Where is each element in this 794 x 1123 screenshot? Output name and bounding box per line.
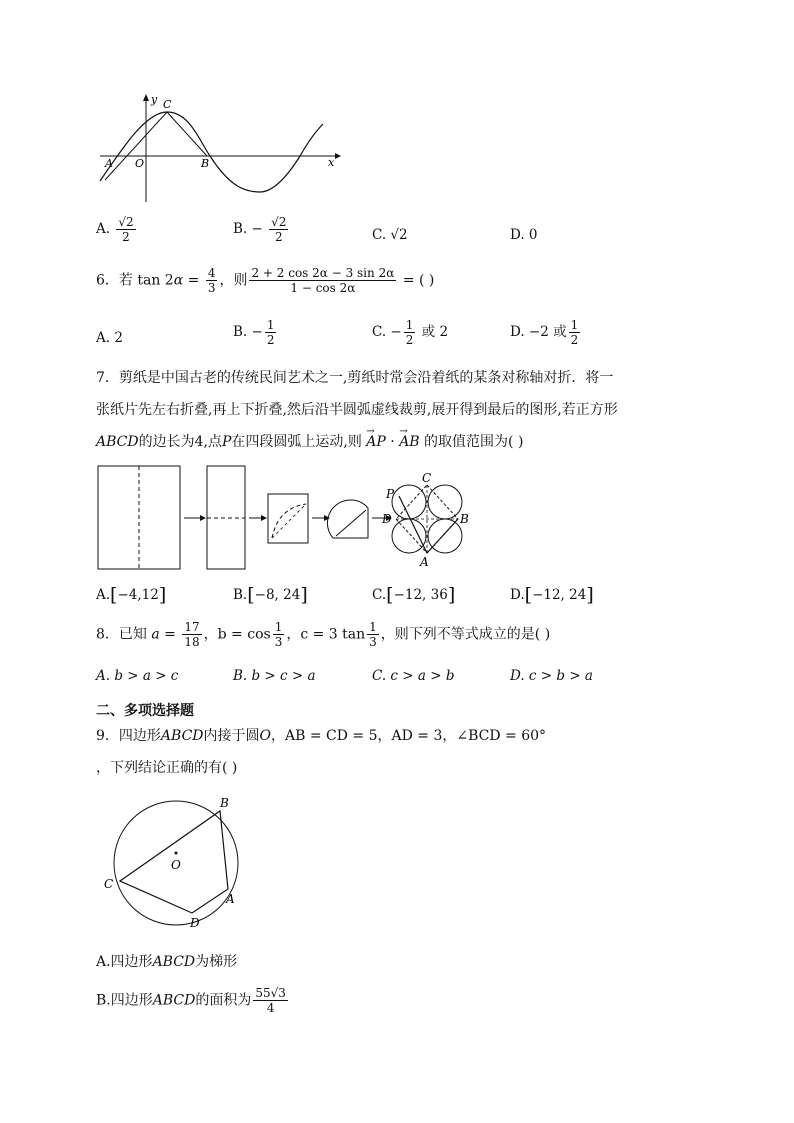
q9-o: O [259, 728, 272, 744]
q6-cond-den: 3 [207, 281, 216, 295]
q9-a-suffix: 为梯形 [195, 954, 238, 970]
q6-then: ，则 [219, 272, 248, 289]
q5-option-b[interactable] [233, 215, 290, 244]
q8-b-frac [273, 620, 285, 649]
fold-step2 [207, 466, 245, 569]
q6-b-frac [265, 318, 277, 347]
q7-option-a[interactable] [96, 584, 166, 606]
q8-option-a[interactable]: A. b > a > c [96, 668, 179, 684]
fold-step3 [268, 494, 308, 543]
q8-option-c[interactable]: C. c > a > b [372, 668, 455, 684]
paper-fold-figure [96, 460, 486, 580]
q9-b-middle: 的面积为 [195, 992, 252, 1009]
q7-abcd: ABCD [96, 434, 139, 450]
q7-a-rbracket: ] [158, 584, 167, 606]
q6-d-num: 1 [570, 318, 579, 332]
q6-c-prefix: C. − [372, 324, 402, 340]
q6-cond-frac [206, 266, 218, 295]
q7-a-lbracket: [ [110, 584, 118, 606]
q6-b-num: 1 [266, 318, 275, 332]
q5-b-num: √2 [271, 215, 287, 229]
q7-c-val: −12, 36 [393, 587, 448, 603]
label-a: A [105, 157, 113, 170]
q9-b-num: 55√3 [255, 986, 286, 1000]
q5-option-c[interactable]: C. √2 [372, 227, 408, 243]
q6-alpha: α [173, 272, 184, 289]
q6-expr-frac [249, 266, 396, 295]
q8-option-d[interactable]: D. c > b > a [510, 668, 593, 684]
q9-a-prefix: A.四边形 [96, 954, 153, 970]
center-dot [175, 852, 178, 855]
q7-b-rbracket: ] [300, 584, 308, 606]
q7-line2: 张纸片先左右折叠,再上下折叠,然后沿半圆弧虚线裁剪,展开得到最后的图形,若正方形 [96, 402, 618, 418]
q9-prefix: 9．四边形 [96, 728, 161, 744]
fig7-label-a: A [420, 555, 429, 569]
fig7-label-c: C [422, 471, 432, 485]
q7-b-val: −8, 24 [254, 587, 301, 603]
q5-option-a[interactable] [96, 215, 138, 244]
q7-vec-ab: → AB [399, 432, 419, 452]
q7-side: 的边长为4,点 [138, 434, 222, 450]
q9-line2: ，下列结论正确的有( ) [96, 760, 238, 776]
q7-line3 [96, 432, 523, 452]
q7-b-lbracket: [ [247, 584, 255, 606]
fold-step4 [327, 500, 368, 538]
label-b: B [201, 157, 210, 170]
q8-stem: 8．已知 a = $\frac{17}{18}$ ，b = cos $\frac{1}{3}$ ，c = 3 tan $\frac{1}{3}$ ，则下列不等式成立的是( ) [96, 620, 551, 649]
inscribed-quad-figure [100, 793, 260, 938]
q7-vec-ap: → AP [366, 432, 386, 452]
q6-option-b[interactable] [233, 318, 278, 347]
q6-stem [96, 266, 434, 295]
q5-a-frac [116, 215, 135, 244]
q7-d-val: −12, 24 [532, 587, 587, 603]
label-y: y [151, 93, 158, 106]
q6-option-d[interactable] [510, 318, 582, 347]
q7-a-prefix: A. [96, 587, 111, 603]
q6-d-den: 2 [570, 333, 579, 347]
q7-d-lbracket: [ [524, 584, 533, 606]
q6-expr-num: 2 + 2 cos 2α − 3 sin 2α [251, 266, 395, 280]
fig9-label-o: O [171, 858, 181, 872]
q9-b-abcd: ABCD [152, 992, 196, 1009]
q6-tail: = ( ) [398, 272, 435, 289]
q7-d-prefix: D. [510, 587, 525, 603]
q9-a-abcd: ABCD [152, 954, 196, 970]
q5-b-frac [269, 215, 288, 244]
q7-option-c[interactable] [372, 584, 455, 606]
q7-a-val: −4,12 [117, 587, 159, 603]
q9-inscribed: 内接于圆 [203, 728, 260, 744]
q6-eq: = [183, 272, 204, 289]
fig9-label-a: A [226, 892, 235, 906]
q8-b-num: 1 [274, 620, 283, 634]
q8-c-text: ，c = 3 tan [286, 626, 366, 643]
label-o: O [135, 157, 145, 170]
q7-c-rbracket: ] [447, 584, 456, 606]
q5-a-num: √2 [118, 215, 134, 229]
fig7-label-d: D [382, 512, 392, 526]
q5-a-prefix: A. [96, 221, 111, 237]
label-c: C [163, 98, 172, 111]
q7-dot: · [385, 434, 400, 450]
q8-tail: ，则下列不等式成立的是( ) [380, 626, 551, 643]
q8-c-num: 1 [369, 620, 377, 634]
q6-c-frac [404, 318, 416, 347]
q6-option-c[interactable] [372, 318, 448, 347]
fig9-label-c: C [104, 877, 114, 891]
fig7-label-p: P [386, 487, 395, 501]
q9-b-prefix: B.四边形 [96, 992, 153, 1009]
q8-a-den: 18 [184, 635, 200, 649]
q9-b-frac [253, 986, 288, 1015]
q6-c-den: 2 [405, 333, 414, 347]
q6-option-a[interactable]: A. 2 [96, 330, 123, 346]
fig7-label-b: B [460, 512, 469, 526]
fig9-label-b: B [220, 796, 229, 810]
q5-option-d[interactable]: D. 0 [510, 227, 538, 243]
q6-b-den: 2 [266, 333, 275, 347]
q5-a-den: 2 [122, 230, 130, 244]
line-cb [167, 112, 207, 156]
q6-b-prefix: B. − [233, 324, 263, 340]
q9-option-b[interactable] [96, 986, 290, 1015]
q9-conditions: ，AB = CD = 5，AD = 3，∠BCD = 60° [271, 728, 547, 744]
q8-prefix: 8．已知 [96, 626, 152, 643]
section-title-multiple-choice: 二、多项选择题 [96, 703, 194, 719]
q7-option-b[interactable] [233, 584, 308, 606]
sine-curve [100, 112, 323, 192]
q8-b-den: 3 [274, 635, 283, 649]
q7-tail: 的取值范围为( ) [419, 434, 524, 450]
q7-move: 在四段圆弧上运动,则 [231, 434, 367, 450]
q8-a-frac [182, 620, 201, 649]
q8-option-b[interactable]: B. b > c > a [233, 668, 316, 684]
q6-cond-num: 4 [207, 266, 216, 280]
q9-option-a[interactable] [96, 952, 237, 972]
q6-d-frac [569, 318, 581, 347]
q8-b-text: ，b = cos [203, 626, 271, 643]
q7-d-rbracket: ] [586, 584, 594, 606]
q9-abcd: ABCD [160, 728, 204, 744]
q7-c-lbracket: [ [386, 584, 394, 606]
q8-c-frac [367, 620, 379, 649]
q5-b-den: 2 [274, 230, 283, 244]
q7-line1: 7．剪纸是中国古老的传统民间艺术之一,剪纸时常会沿着纸的某条对称轴对折．将一 [96, 370, 614, 386]
q9-line1 [96, 726, 546, 746]
q8-a-num: 17 [184, 620, 200, 634]
q7-option-d[interactable] [510, 584, 594, 606]
sine-graph [95, 92, 345, 207]
fig9-label-d: D [190, 916, 200, 930]
q7-c-prefix: C. [372, 587, 387, 603]
label-x: x [328, 156, 335, 169]
q6-prefix: 6．若 tan 2 [96, 272, 174, 289]
q8-c-den: 3 [369, 635, 377, 649]
q6-expr-den: 1 − cos 2α [290, 281, 356, 295]
q6-c-num: 1 [405, 318, 414, 332]
q9-b-den: 4 [266, 1001, 275, 1015]
q7-p: P [221, 434, 232, 450]
q8-a-var: a [151, 626, 160, 643]
q5-b-prefix: B. − [233, 221, 263, 237]
q6-d-prefix: D. −2 或 [510, 324, 567, 340]
q7-b-prefix: B. [233, 587, 248, 603]
q6-c-suffix: 或 2 [417, 324, 449, 340]
final-flower [392, 485, 462, 553]
x-axis-arrow [335, 153, 341, 159]
y-axis-arrow [143, 94, 149, 101]
